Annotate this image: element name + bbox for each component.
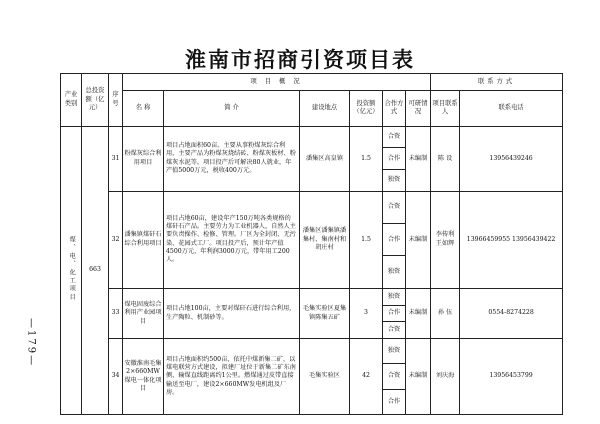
header-contact-person: 项目联系人 — [431, 90, 460, 126]
project-feasibility: 未编制 — [406, 339, 431, 415]
mode-joint: 合资 — [383, 364, 406, 389]
table-row — [61, 288, 563, 305]
header-overview: 项 目 概 况 — [123, 74, 431, 91]
mode-sole: 独资 — [383, 339, 406, 364]
project-intro: 项目占地面积约500亩，依托中煤新集二矿，以煤电联营方式建设，拟建厂址位于新集二矿东南侧，输煤直线距离约1公里。燃煤通过皮带直接输送至电厂，建设2×660MW发电机组及厂房。 — [164, 339, 300, 415]
header-intro: 简 介 — [164, 90, 300, 126]
header-contact-section: 联系方式 — [431, 74, 563, 91]
header-seq: 序号 — [109, 74, 123, 127]
project-contact: 孙 伍 — [431, 288, 460, 338]
header-feasibility: 可研情况 — [406, 90, 431, 126]
header-row-2 — [61, 90, 563, 126]
project-location: 毛集实验区 — [300, 339, 350, 415]
project-contact: 李传利 王如辉 — [431, 191, 460, 288]
project-investment: 1.5 — [350, 191, 383, 288]
project-seq: 31 — [109, 126, 123, 191]
project-phone: 13966459955 13956439422 — [460, 191, 563, 288]
header-mode: 合作方式 — [383, 90, 406, 126]
mode-joint: 合资 — [383, 322, 406, 339]
category-total: 663 — [82, 126, 109, 414]
project-seq: 33 — [109, 288, 123, 338]
project-phone: 0554-8274228 — [460, 288, 563, 338]
investment-table — [60, 73, 563, 415]
project-phone: 13956439246 — [460, 126, 563, 191]
table-row — [61, 126, 563, 148]
mode-joint: 合资 — [383, 191, 406, 223]
project-name: 煤电固废综合利用产业园项目 — [123, 288, 164, 338]
project-seq: 34 — [109, 339, 123, 415]
table-row — [61, 191, 563, 223]
project-intro: 项目占地面积60亩。主要从事粉煤灰综合利用，主要产品为粉煤灰烧结砖、粉煤灰板材、粉煤灰水泥等。项目投产后可解决80人就业，年产值5000万元，税收400万元。 — [164, 126, 300, 191]
mode-sole: 独资 — [383, 256, 406, 288]
project-contact: 刘庆海 — [431, 339, 460, 415]
project-feasibility: 未编制 — [406, 288, 431, 338]
header-row-1 — [61, 74, 563, 91]
header-industry: 产业类别 — [61, 74, 82, 127]
project-phone: 13956453799 — [460, 339, 563, 415]
industry-category: 煤、电、化工项目 — [61, 126, 82, 414]
header-total-investment: 总投资额（亿元） — [82, 74, 109, 127]
project-contact: 陈 设 — [431, 126, 460, 191]
header-location: 建设地点 — [300, 90, 350, 126]
header-phone: 联系电话 — [460, 90, 563, 126]
project-seq: 32 — [109, 191, 123, 288]
page-number: —179— — [25, 318, 37, 368]
header-investment: 投资额（亿元） — [350, 90, 383, 126]
mode-coop: 合作 — [383, 305, 406, 322]
mode-coop: 合作 — [383, 148, 406, 170]
project-location: 毛集实验区夏集镇陈集五矿 — [300, 288, 350, 338]
project-investment: 42 — [350, 339, 383, 415]
project-intro: 项目占地60亩，建设年产150万吨各类规格的煤矸石产品。主要劳力为工业机器人，自然人主要负责操作、检修、管理。厂区为全封闭、无污染、花园式工厂。项目投产后，预计年产值4500万元，年利润3000万元，带年用工200人。 — [164, 191, 300, 288]
project-location: 潘集区潘集镇潘集村、集南村和胡庄村 — [300, 191, 350, 288]
project-intro: 项目占地100亩，主要对煤矸石进行综合利用，生产陶粒、机制砂等。 — [164, 288, 300, 338]
project-investment: 1.5 — [350, 126, 383, 191]
project-name: 安徽淮南毛集2×660MW煤电一体化项目 — [123, 339, 164, 415]
mode-sole: 独资 — [383, 288, 406, 305]
mode-coop: 合作 — [383, 224, 406, 256]
header-name: 名 称 — [123, 90, 164, 126]
table-row — [61, 339, 563, 364]
mode-sole: 独资 — [383, 170, 406, 192]
project-feasibility: 未编制 — [406, 191, 431, 288]
mode-coop: 合作 — [383, 389, 406, 414]
mode-joint: 合资 — [383, 126, 406, 148]
project-feasibility: 未编制 — [406, 126, 431, 191]
project-investment: 3 — [350, 288, 383, 338]
project-name: 粉煤灰综合利用项目 — [123, 126, 164, 191]
page-title: 淮南市招商引资项目表 — [185, 47, 415, 72]
project-location: 潘集区高皇镇 — [300, 126, 350, 191]
project-name: 潘集镇煤矸石综合利用项目 — [123, 191, 164, 288]
